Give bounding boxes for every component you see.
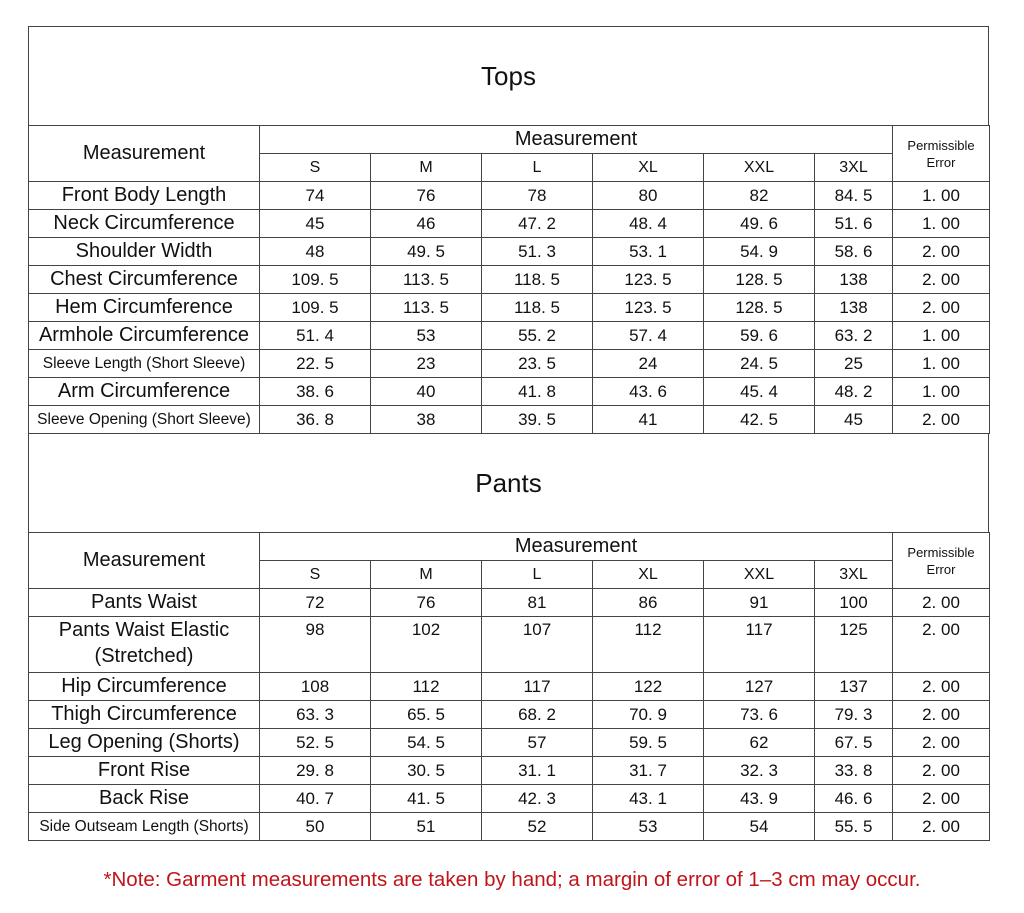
size-value: 42. 3 xyxy=(482,785,593,813)
permissible-error-value: 2. 00 xyxy=(893,813,990,841)
size-value: 45. 4 xyxy=(704,378,815,406)
size-header: XL xyxy=(593,154,704,182)
row-label: Sleeve Length (Short Sleeve) xyxy=(29,350,260,378)
size-value: 80 xyxy=(593,182,704,210)
row-label: Sleeve Opening (Short Sleeve) xyxy=(29,406,260,434)
size-value: 29. 8 xyxy=(260,757,371,785)
size-value: 117 xyxy=(704,617,815,673)
size-header: XXL xyxy=(704,154,815,182)
size-value: 112 xyxy=(371,673,482,701)
size-header: L xyxy=(482,154,593,182)
size-header: 3XL xyxy=(815,561,893,589)
size-value: 70. 9 xyxy=(593,701,704,729)
size-value: 109. 5 xyxy=(260,294,371,322)
size-value: 107 xyxy=(482,617,593,673)
table-row xyxy=(29,785,990,813)
size-value: 63. 3 xyxy=(260,701,371,729)
permissible-error-value: 2. 00 xyxy=(893,701,990,729)
permissible-error-value: 2. 00 xyxy=(893,757,990,785)
size-value: 45 xyxy=(260,210,371,238)
size-value: 123. 5 xyxy=(593,266,704,294)
size-header: XL xyxy=(593,561,704,589)
row-label: Front Rise xyxy=(29,757,260,785)
size-value: 51. 4 xyxy=(260,322,371,350)
size-value: 113. 5 xyxy=(371,266,482,294)
table-row xyxy=(29,589,990,617)
size-value: 79. 3 xyxy=(815,701,893,729)
size-value: 112 xyxy=(593,617,704,673)
size-value: 38 xyxy=(371,406,482,434)
permissible-error-line2: Error xyxy=(926,561,956,577)
size-header: S xyxy=(260,561,371,589)
size-value: 118. 5 xyxy=(482,294,593,322)
table-row xyxy=(29,673,990,701)
row-label: Leg Opening (Shorts) xyxy=(29,729,260,757)
size-value: 45 xyxy=(815,406,893,434)
size-value: 123. 5 xyxy=(593,294,704,322)
row-label: Thigh Circumference xyxy=(29,701,260,729)
size-value: 113. 5 xyxy=(371,294,482,322)
permissible-error-value: 2. 00 xyxy=(893,729,990,757)
table-row xyxy=(29,813,990,841)
row-label: Armhole Circumference xyxy=(29,322,260,350)
row-label: Side Outseam Length (Shorts) xyxy=(29,813,260,841)
permissible-error-value: 2. 00 xyxy=(893,617,990,673)
size-value: 24 xyxy=(593,350,704,378)
size-value: 62 xyxy=(704,729,815,757)
size-value: 49. 6 xyxy=(704,210,815,238)
size-value: 72 xyxy=(260,589,371,617)
size-value: 118. 5 xyxy=(482,266,593,294)
size-value: 43. 6 xyxy=(593,378,704,406)
size-chart xyxy=(28,26,989,841)
size-value: 51. 6 xyxy=(815,210,893,238)
tops-title: Tops xyxy=(28,26,989,125)
row-label: Hem Circumference xyxy=(29,294,260,322)
size-value: 53 xyxy=(371,322,482,350)
row-label: Arm Circumference xyxy=(29,378,260,406)
size-header: M xyxy=(371,154,482,182)
size-value: 42. 5 xyxy=(704,406,815,434)
table-row xyxy=(29,701,990,729)
size-value: 51. 3 xyxy=(482,238,593,266)
size-value: 68. 2 xyxy=(482,701,593,729)
size-value: 117 xyxy=(482,673,593,701)
table-row xyxy=(29,294,990,322)
size-value: 52. 5 xyxy=(260,729,371,757)
size-value: 51 xyxy=(371,813,482,841)
size-value: 102 xyxy=(371,617,482,673)
size-value: 57. 4 xyxy=(593,322,704,350)
size-value: 55. 5 xyxy=(815,813,893,841)
row-label: Neck Circumference xyxy=(29,210,260,238)
size-value: 33. 8 xyxy=(815,757,893,785)
size-value: 49. 5 xyxy=(371,238,482,266)
row-label: Pants Waist xyxy=(29,589,260,617)
permissible-error-value: 2. 00 xyxy=(893,406,990,434)
size-value: 54 xyxy=(704,813,815,841)
size-value: 128. 5 xyxy=(704,266,815,294)
row-label: Pants Waist Elastic (Stretched) xyxy=(29,617,260,673)
size-value: 84. 5 xyxy=(815,182,893,210)
table-row xyxy=(29,322,990,350)
size-value: 137 xyxy=(815,673,893,701)
size-value: 91 xyxy=(704,589,815,617)
size-value: 31. 1 xyxy=(482,757,593,785)
size-value: 138 xyxy=(815,266,893,294)
pants-title: Pants xyxy=(28,434,989,532)
size-value: 78 xyxy=(482,182,593,210)
size-header: L xyxy=(482,561,593,589)
size-value: 73. 6 xyxy=(704,701,815,729)
size-value: 54. 5 xyxy=(371,729,482,757)
size-value: 32. 3 xyxy=(704,757,815,785)
size-value: 40. 7 xyxy=(260,785,371,813)
permissible-error-line1: Permissible xyxy=(907,137,975,153)
row-label: Shoulder Width xyxy=(29,238,260,266)
permissible-error-value: 2. 00 xyxy=(893,785,990,813)
size-header: 3XL xyxy=(815,154,893,182)
size-value: 46. 6 xyxy=(815,785,893,813)
size-value: 52 xyxy=(482,813,593,841)
pants-table xyxy=(28,532,990,841)
permissible-error-value: 1. 00 xyxy=(893,378,990,406)
size-value: 24. 5 xyxy=(704,350,815,378)
size-header: S xyxy=(260,154,371,182)
permissible-error-value: 2. 00 xyxy=(893,589,990,617)
row-label: Back Rise xyxy=(29,785,260,813)
size-value: 67. 5 xyxy=(815,729,893,757)
size-value: 108 xyxy=(260,673,371,701)
measurement-group-header: Measurement xyxy=(260,126,893,154)
permissible-error-header xyxy=(893,126,990,182)
permissible-error-value: 1. 00 xyxy=(893,350,990,378)
size-value: 58. 6 xyxy=(815,238,893,266)
size-value: 23 xyxy=(371,350,482,378)
size-value: 122 xyxy=(593,673,704,701)
size-value: 31. 7 xyxy=(593,757,704,785)
size-value: 76 xyxy=(371,182,482,210)
size-value: 81 xyxy=(482,589,593,617)
row-label: Chest Circumference xyxy=(29,266,260,294)
permissible-error-line2: Error xyxy=(926,154,956,170)
size-value: 41 xyxy=(593,406,704,434)
size-value: 127 xyxy=(704,673,815,701)
size-value: 48 xyxy=(260,238,371,266)
size-value: 128. 5 xyxy=(704,294,815,322)
size-value: 48. 4 xyxy=(593,210,704,238)
permissible-error-line1: Permissible xyxy=(907,544,975,560)
size-value: 48. 2 xyxy=(815,378,893,406)
tops-table xyxy=(28,125,990,434)
permissible-error-value: 1. 00 xyxy=(893,182,990,210)
size-header: XXL xyxy=(704,561,815,589)
permissible-error-value: 1. 00 xyxy=(893,322,990,350)
size-value: 53. 1 xyxy=(593,238,704,266)
size-value: 23. 5 xyxy=(482,350,593,378)
size-value: 39. 5 xyxy=(482,406,593,434)
measurement-header: Measurement xyxy=(29,533,260,589)
size-value: 47. 2 xyxy=(482,210,593,238)
size-value: 55. 2 xyxy=(482,322,593,350)
measurement-header: Measurement xyxy=(29,126,260,182)
table-row xyxy=(29,757,990,785)
size-value: 41. 5 xyxy=(371,785,482,813)
size-value: 74 xyxy=(260,182,371,210)
size-value: 43. 9 xyxy=(704,785,815,813)
permissible-error-value: 2. 00 xyxy=(893,238,990,266)
size-value: 53 xyxy=(593,813,704,841)
size-value: 43. 1 xyxy=(593,785,704,813)
size-value: 59. 5 xyxy=(593,729,704,757)
size-value: 125 xyxy=(815,617,893,673)
size-value: 25 xyxy=(815,350,893,378)
table-row xyxy=(29,210,990,238)
table-row xyxy=(29,182,990,210)
size-value: 46 xyxy=(371,210,482,238)
table-row xyxy=(29,350,990,378)
size-value: 41. 8 xyxy=(482,378,593,406)
size-value: 40 xyxy=(371,378,482,406)
size-value: 63. 2 xyxy=(815,322,893,350)
size-value: 100 xyxy=(815,589,893,617)
size-value: 109. 5 xyxy=(260,266,371,294)
size-value: 50 xyxy=(260,813,371,841)
permissible-error-value: 2. 00 xyxy=(893,266,990,294)
permissible-error-value: 2. 00 xyxy=(893,294,990,322)
permissible-error-value: 1. 00 xyxy=(893,210,990,238)
size-value: 86 xyxy=(593,589,704,617)
size-value: 76 xyxy=(371,589,482,617)
table-row xyxy=(29,238,990,266)
row-label: Hip Circumference xyxy=(29,673,260,701)
size-value: 57 xyxy=(482,729,593,757)
size-value: 54. 9 xyxy=(704,238,815,266)
size-value: 65. 5 xyxy=(371,701,482,729)
table-row xyxy=(29,266,990,294)
size-value: 36. 8 xyxy=(260,406,371,434)
size-value: 30. 5 xyxy=(371,757,482,785)
size-value: 22. 5 xyxy=(260,350,371,378)
permissible-error-value: 2. 00 xyxy=(893,673,990,701)
size-value: 98 xyxy=(260,617,371,673)
size-value: 138 xyxy=(815,294,893,322)
size-value: 82 xyxy=(704,182,815,210)
table-row xyxy=(29,617,990,673)
permissible-error-header xyxy=(893,533,990,589)
size-value: 59. 6 xyxy=(704,322,815,350)
measurement-group-header: Measurement xyxy=(260,533,893,561)
size-header: M xyxy=(371,561,482,589)
size-value: 38. 6 xyxy=(260,378,371,406)
measurement-note: *Note: Garment measurements are taken by hand; a margin of error of 1–3 cm may occur. xyxy=(103,868,921,891)
table-row xyxy=(29,729,990,757)
row-label: Front Body Length xyxy=(29,182,260,210)
table-row xyxy=(29,378,990,406)
table-row xyxy=(29,406,990,434)
